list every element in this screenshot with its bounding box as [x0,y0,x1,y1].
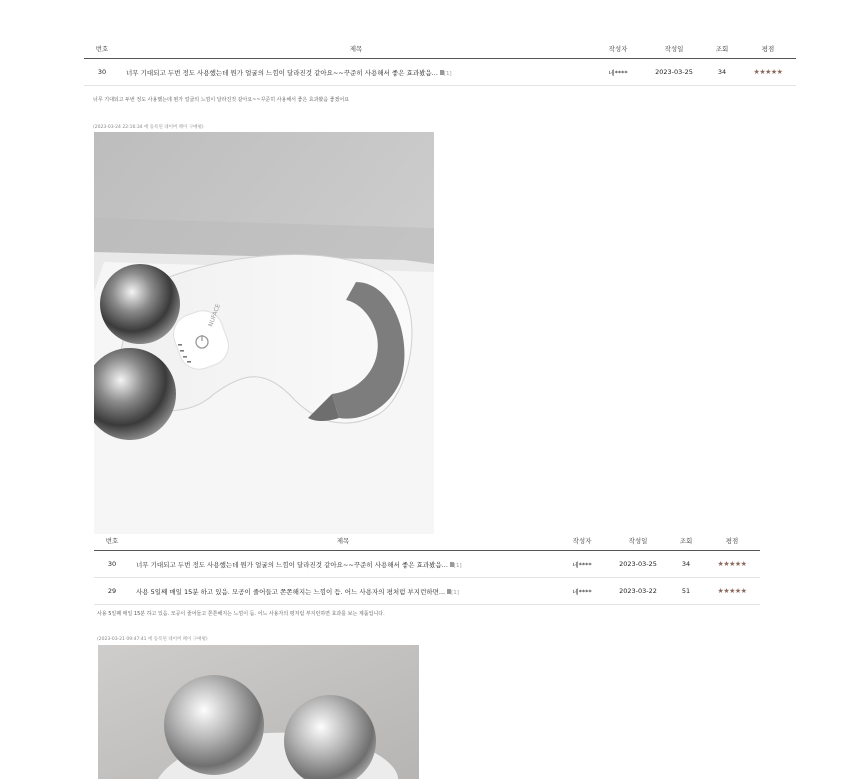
header-author: 작성자 [608,44,628,53]
header-author: 작성자 [572,536,592,545]
row-title[interactable]: 사용 5일째 매일 15분 하고 있음. 모공이 줄어들고 쫀쫀해지는 느낌이 듬. 어느 사용자의 평처럼 부지런하면... [136,587,446,596]
header-views: 조회 [679,536,693,545]
device-brand-label: NUFACE [207,302,223,328]
review-body-text: 사용 5일째 매일 15분 하고 있음. 모공이 줄어들고 쫀쫀해지는 느낌이 듬. 어느 사용자의 평처럼 부지런하면 효과를 보는 제품입니다. [97,611,385,617]
row-title[interactable]: 너무 기대되고 두번 정도 사용했는데 뭔가 얼굴의 느낌이 달라진것 같아요~~꾸준히 사용해서 좋은 효과봤음... [136,560,448,569]
header-views: 조회 [715,44,729,53]
row-views: 34 [717,68,727,76]
table-row[interactable] [94,551,760,578]
review-meta-text: (2023-03-24 22:16:34 에 등록된 네이버 페이 구매평) [93,125,204,130]
row-no: 30 [107,560,117,568]
review-board-bottom [94,530,760,605]
header-title: 제목 [349,44,363,53]
row-rating-stars: ★★★★★ [753,68,783,76]
row-title-link[interactable] [130,587,556,596]
table-header [84,38,796,59]
header-date: 작성일 [664,44,684,53]
row-author: 네**** [572,560,592,569]
review-photo[interactable] [94,132,434,534]
row-no: 30 [97,68,107,76]
review-meta-text: (2023-03-21 09:47:41 에 등록된 네이버 페이 구매평) [97,637,208,642]
header-no: 번호 [105,536,119,545]
comment-count: [1] [443,70,452,77]
header-no: 번호 [95,44,109,53]
row-title-link[interactable] [120,68,592,77]
header-title: 제목 [336,536,350,545]
table-row[interactable] [94,578,760,605]
row-views: 34 [681,560,691,568]
row-rating-stars: ★★★★★ [717,587,747,595]
table-row[interactable] [84,59,796,86]
header-rating: 평점 [725,536,739,545]
header-rating: 평점 [761,44,775,53]
row-author: 네**** [608,68,628,77]
review-board-top [84,38,796,86]
review-photo[interactable] [98,645,419,779]
table-header [94,530,760,551]
header-date: 작성일 [628,536,648,545]
row-rating-stars: ★★★★★ [717,560,747,568]
row-views: 51 [681,587,691,595]
comment-count: [1] [453,562,462,569]
row-date: 2023-03-25 [655,68,693,76]
row-date: 2023-03-22 [619,587,657,595]
row-no: 29 [107,587,117,595]
row-author: 네**** [572,587,592,596]
comment-count: [1] [451,589,459,596]
row-title[interactable]: 너무 기대되고 두번 정도 사용했는데 뭔가 얼굴의 느낌이 달라진것 같아요~~꾸준히 사용해서 좋은 효과봤음... [126,68,438,77]
row-title-link[interactable] [130,560,556,569]
row-date: 2023-03-25 [619,560,657,568]
review-body-text: 너무 기대되고 두번 정도 사용했는데 뭔가 얼굴의 느낌이 달라진것 같아요~~꾸준히 사용해서 좋은 효과봤음 좋겠어요 [93,97,350,103]
